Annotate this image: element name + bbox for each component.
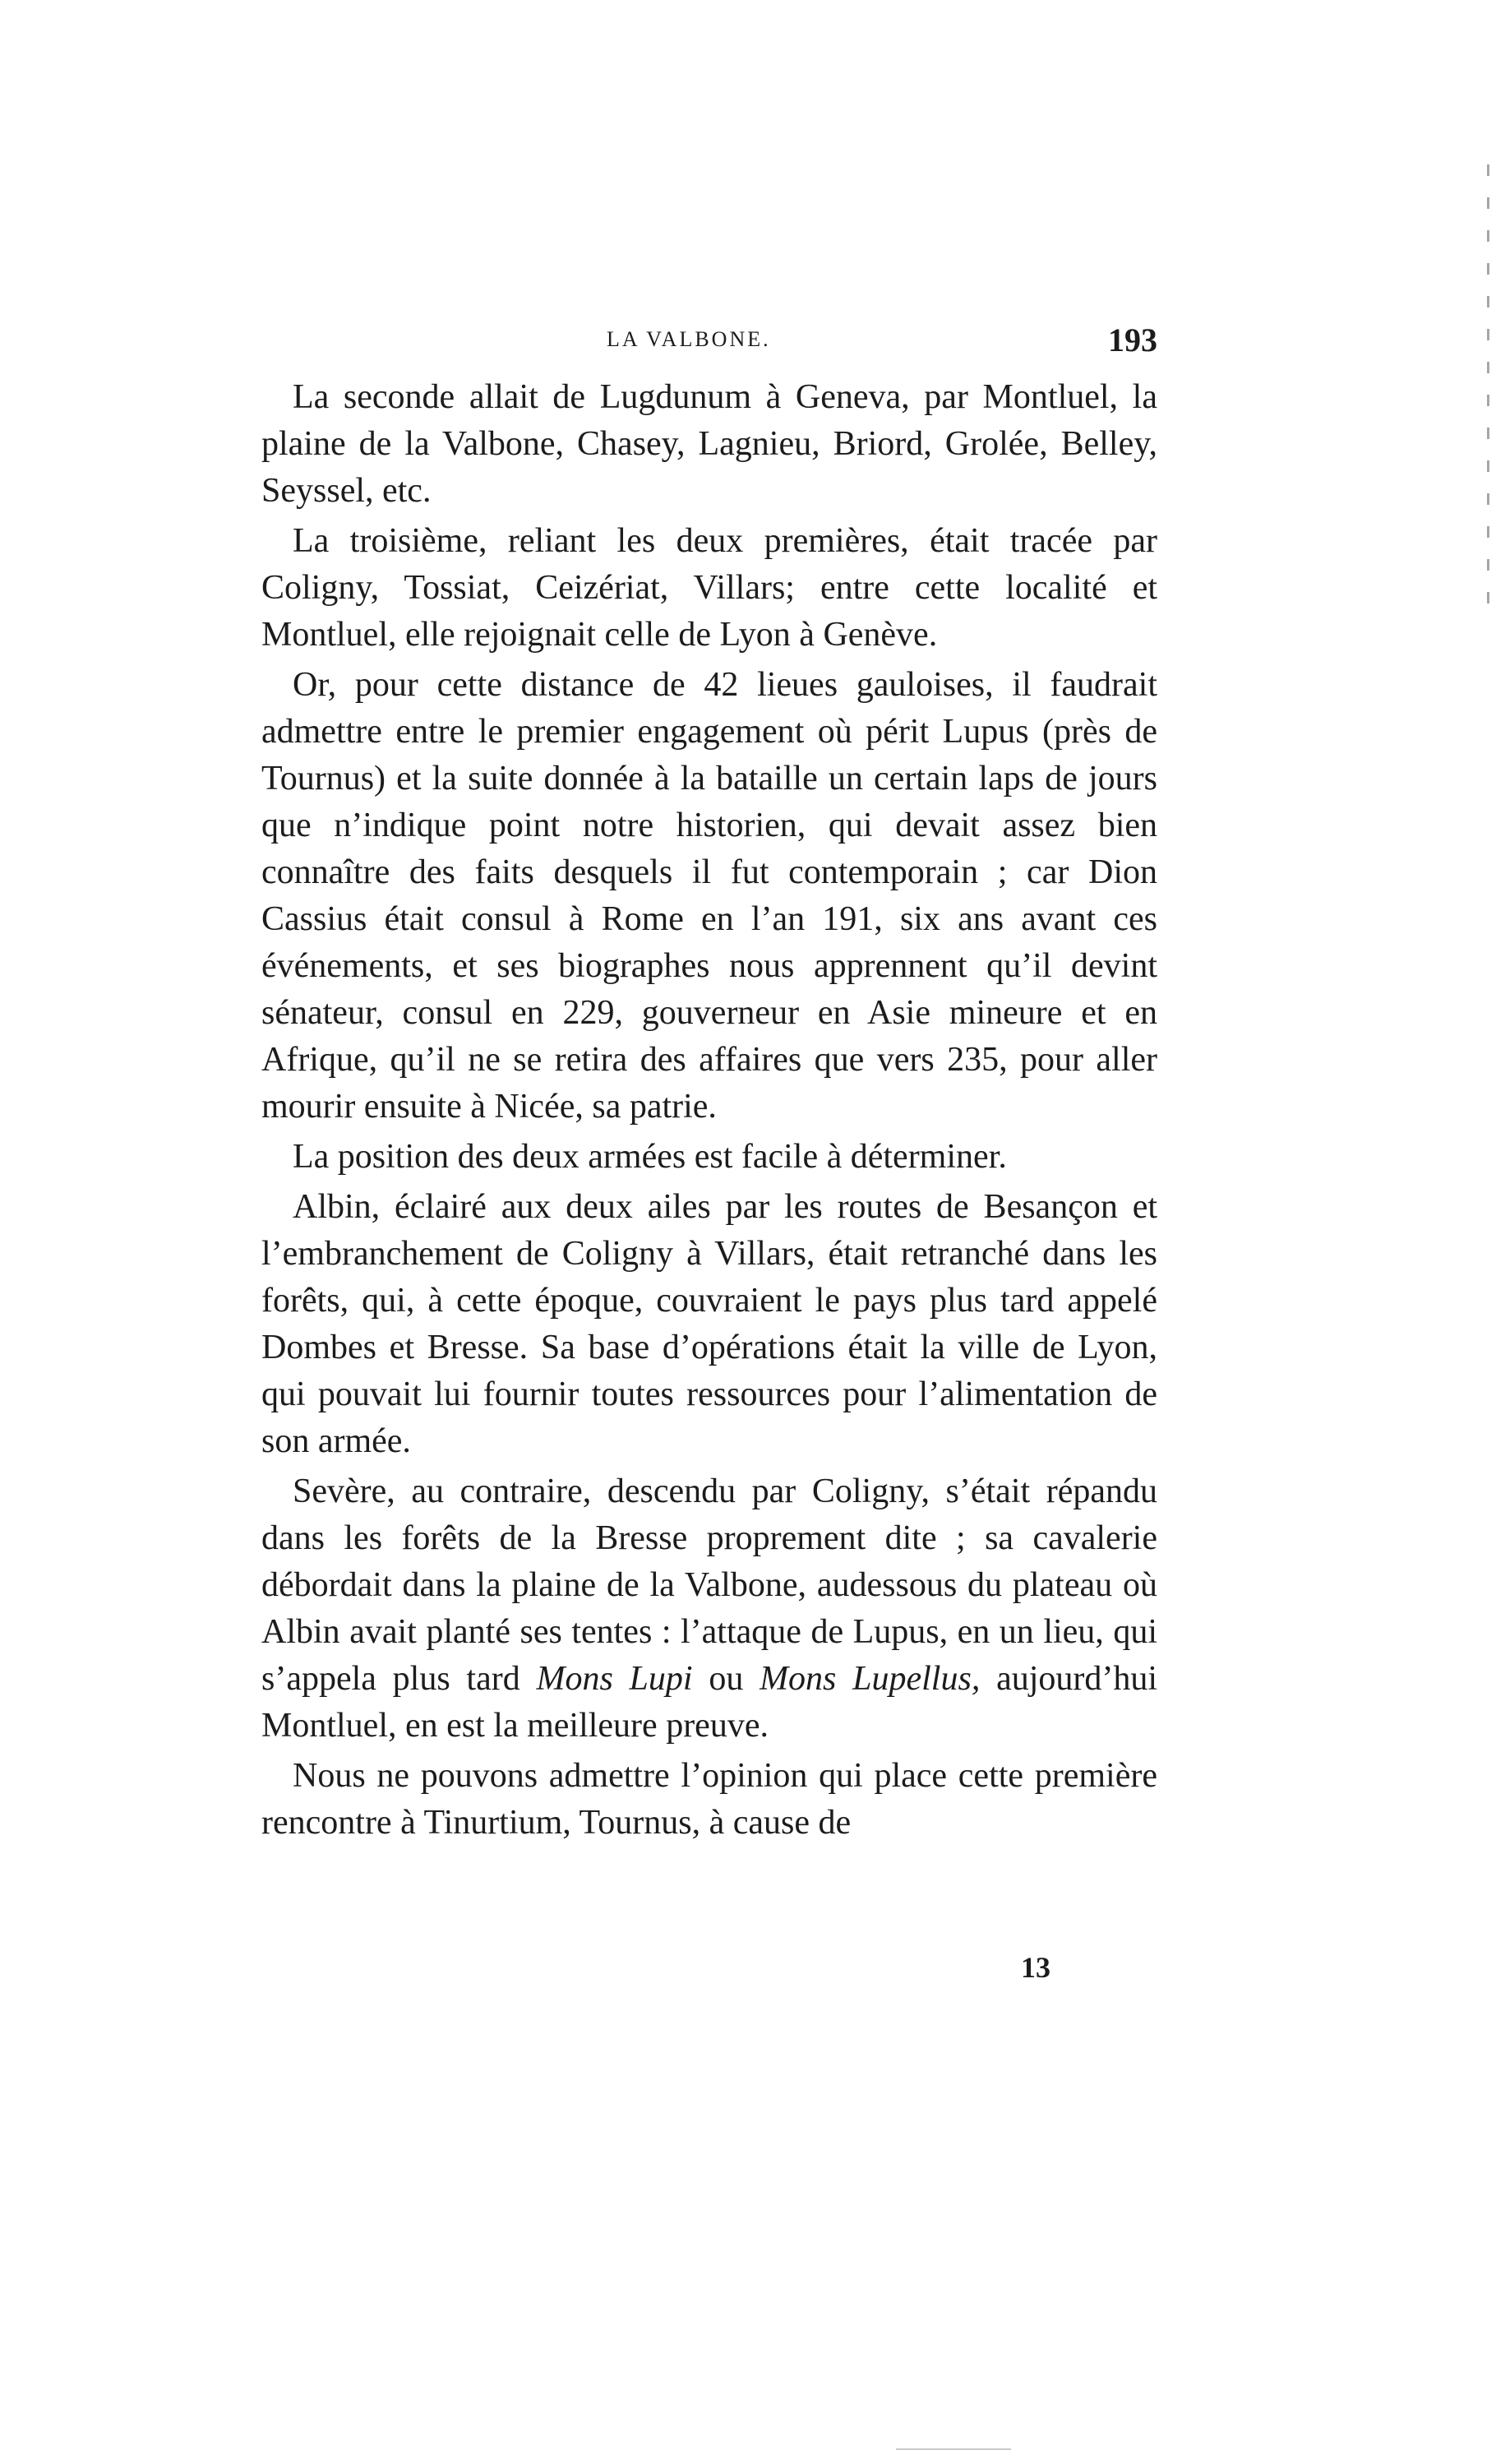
paragraph-text: Or, pour cette distance de 42 lieues gauloises, il faudrait admettre entre le premier engagement où périt Lupus (près de Tournus) et la suite donnée à la bataille un certain laps de jours que n’indique point notre historien, qui devait assez bien connaître des faits desquels il fut contemporain ; car Dion Cassius était consul à Rome en l’an 191, six ans avant ces événements, et ses biographes nous apprennent qu’il devint sénateur, consul en 229, gouverneur en Asie mineure et en Afrique, qu’il ne se retira des affaires que vers 235, pour aller mourir ensuite à Nicée, sa patrie. <box>261 666 1157 1126</box>
page-number: 193 <box>1108 321 1157 358</box>
paragraph-text: Albin, éclairé aux deux ailes par les routes de Besançon et l’embranchement de Coligny à Villars, était retranché dans les forêts, qui, à cette époque, couvraient le pays plus tard appelé Dombes et Bresse. Sa base d’opérations était la ville de Lyon, qui pouvait lui fournir toutes ressources pour l’alimentation de son armée. <box>261 1188 1157 1460</box>
paragraph-text: Nous ne pouvons admettre l’opinion qui place cette première rencontre à Tinurtium, Tournus, à cause de <box>261 1757 1157 1842</box>
scan-artifact <box>0 0 395 58</box>
paragraph <box>261 1468 1157 1750</box>
italic-text: Mons Lupi <box>536 1660 693 1698</box>
paragraph-text: La seconde allait de Lugdunum à Geneva, par Montluel, la plaine de la Valbone, Chasey, Lagnieu, Briord, Grolée, Belley, Seyssel, etc. <box>261 378 1157 510</box>
body-text <box>261 374 1157 1850</box>
paragraph <box>261 1134 1157 1181</box>
paragraph <box>261 518 1157 659</box>
paragraph-text: La position des deux armées est facile à déterminer. <box>293 1138 1007 1176</box>
italic-text: Mons Lupellus, <box>760 1660 981 1698</box>
paragraph-text: ou <box>692 1660 760 1698</box>
paragraph-text: La troisième, reliant les deux premières, était tracée par Coligny, Tossiat, Ceizériat, Villars; entre cette localité et Montluel, elle rejoignait celle de Lyon à Genève. <box>261 522 1157 654</box>
paragraph-text: aujourd’hui Montluel, en est la meilleure preuve. <box>261 1660 1158 1745</box>
page-header <box>261 321 1157 362</box>
paragraph-text: Sevère, au contraire, descendu par Coligny, s’était répandu dans les forêts de la Bresse proprement dite ; sa cavalerie débordait dans la plaine de la Valbone, audessous du plateau où Albin avait planté ses tentes : l’attaque de Lupus, en un lieu, qui s’appela plus tard <box>261 1472 1157 1698</box>
signature-mark: 13 <box>1021 1951 1050 1984</box>
running-head: LA VALBONE. <box>607 327 771 351</box>
paragraph <box>261 1184 1157 1465</box>
paragraph <box>261 374 1157 515</box>
scan-artifact-bottom <box>896 2448 1011 2450</box>
page-edge-shadow <box>1487 164 1489 625</box>
paragraph <box>261 662 1157 1130</box>
paragraph <box>261 1753 1157 1847</box>
